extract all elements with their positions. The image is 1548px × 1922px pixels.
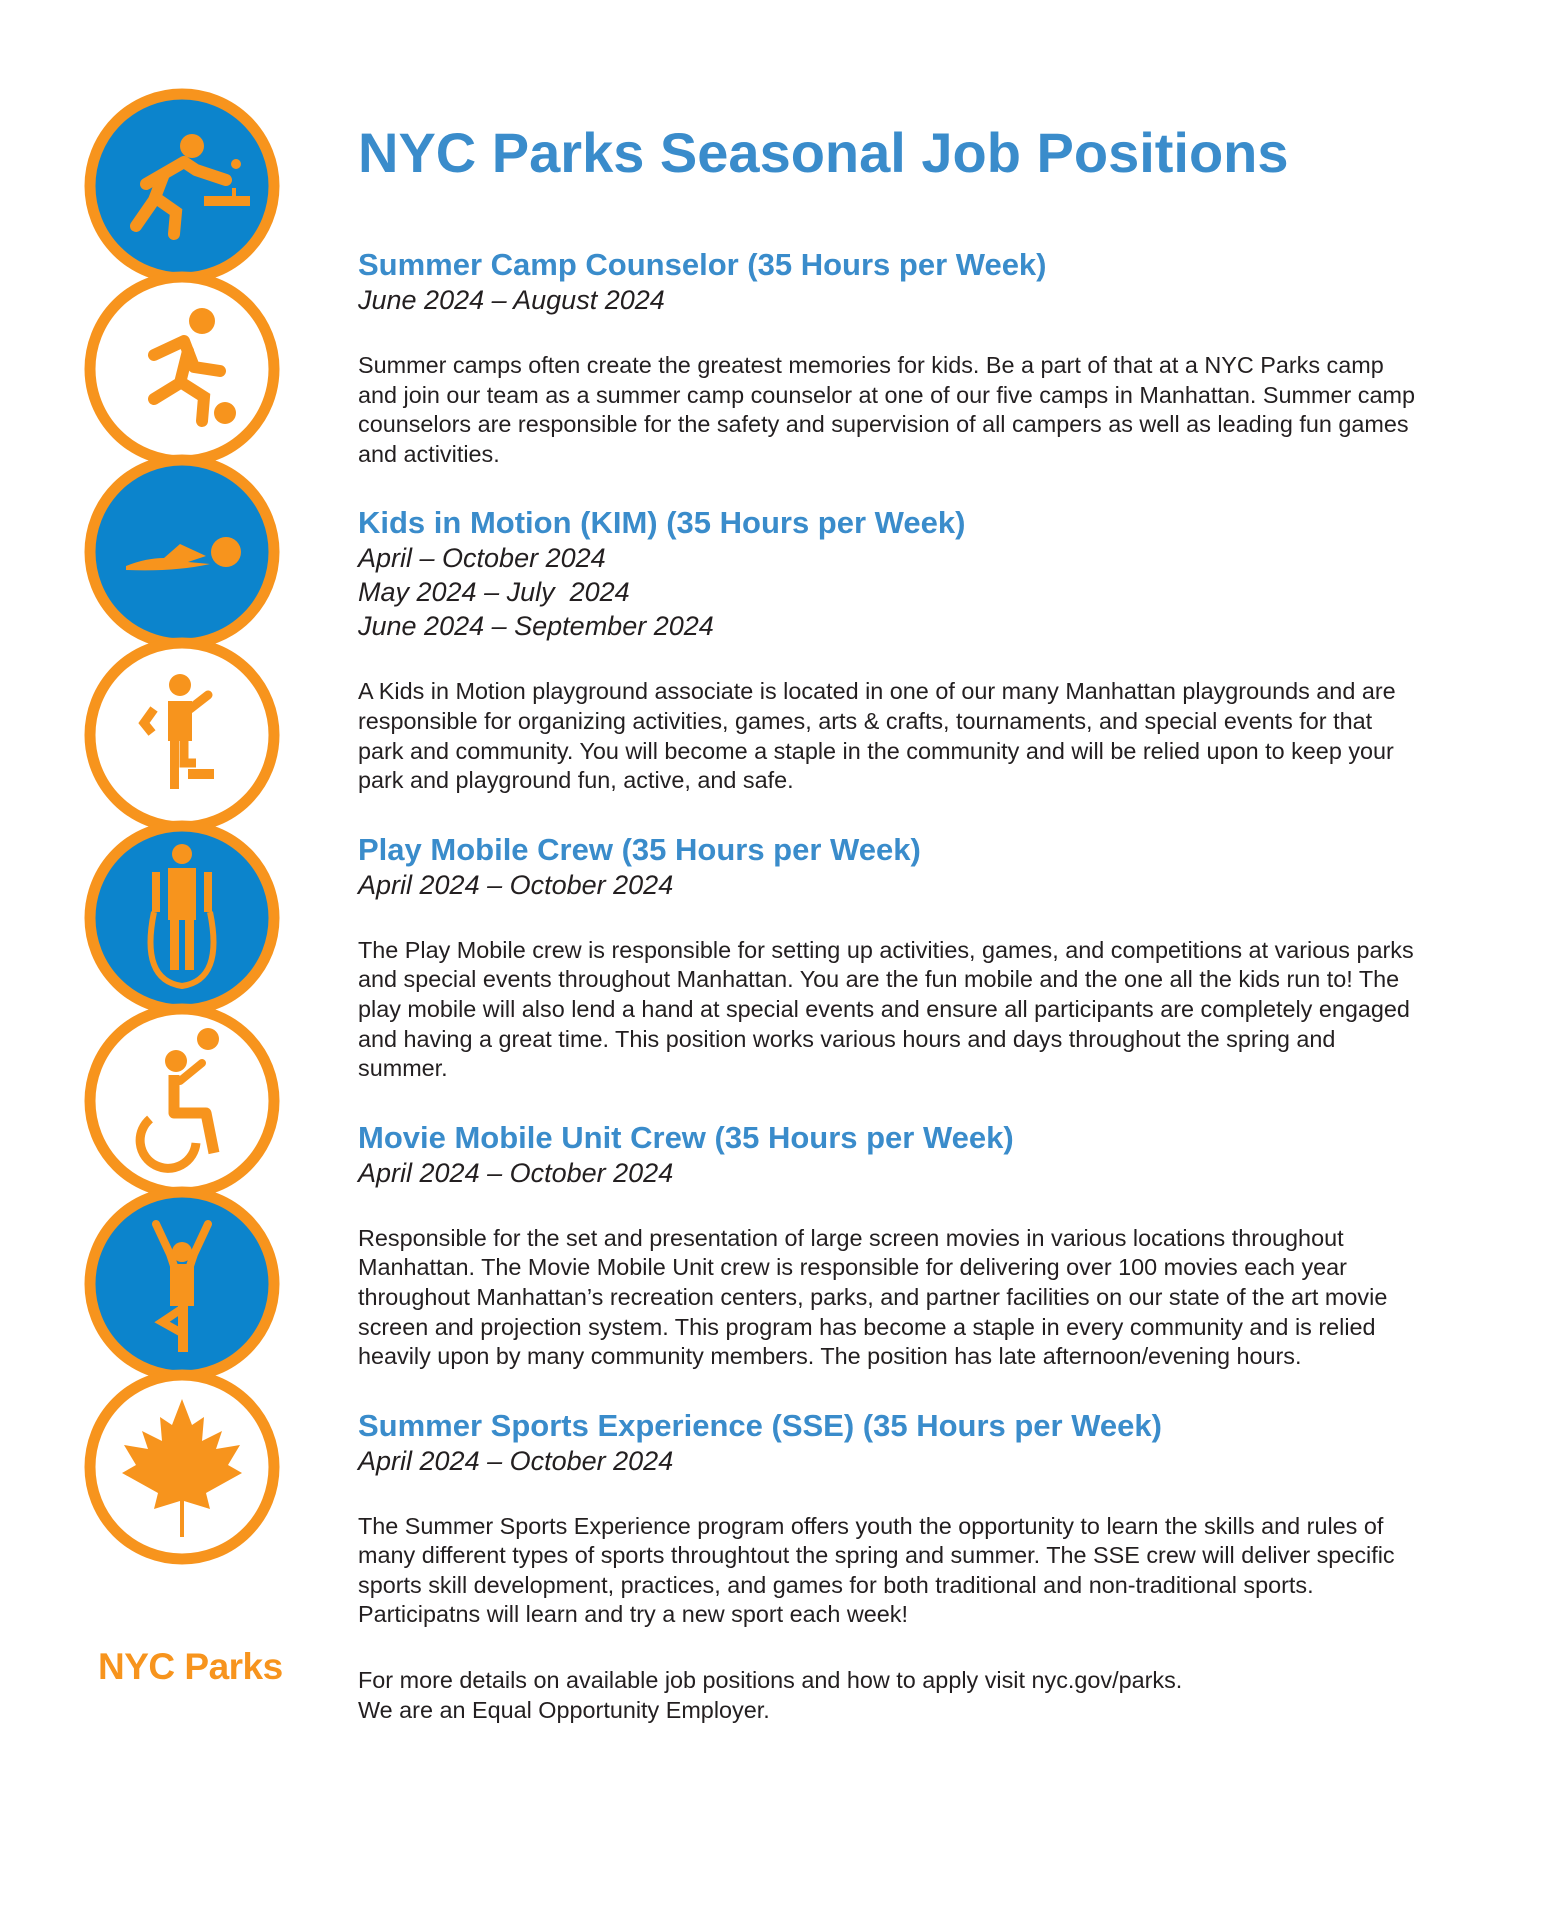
job-date: May 2024 – July 2024: [358, 577, 630, 608]
job-title: Summer Camp Counselor (35 Hours per Week): [358, 247, 1047, 282]
maple-leaf-icon: [84, 1369, 280, 1565]
job-summer-camp-counselor: [358, 247, 1418, 469]
page-title: NYC Parks Seasonal Job Positions: [358, 121, 1289, 184]
job-description: Summer camps often create the greatest memories for kids. Be a part of that at a NYC Parks camp and join our team as a summer camp counselor at one of our five camps in Manhattan. Summer camp counselors are responsible for the safety and supervision of all campers as well as leading fun games and activities.: [358, 352, 1415, 467]
job-kids-in-motion: [358, 505, 1418, 795]
job-dates: [358, 283, 1418, 317]
jump-rope-icon: [84, 820, 280, 1016]
job-title: Play Mobile Crew (35 Hours per Week): [358, 831, 921, 867]
job-date: April 2024 – October 2024: [358, 1445, 674, 1476]
main-content: [358, 116, 1418, 1725]
job-summer-sports-experience: [358, 1408, 1418, 1630]
job-date: April 2024 – October 2024: [358, 869, 674, 900]
job-dates: [358, 1444, 1418, 1478]
wheelchair-ball-icon: [84, 1003, 280, 1199]
job-title: Summer Sports Experience (SSE) (35 Hours per Week): [358, 1407, 1162, 1443]
job-description: A Kids in Motion playground associate is located in one of our many Manhattan playgrounds and are responsible for organizing activities, games, arts & crafts, tournaments, and special events for that park and community. You will become a staple in the community and will be relied upon to keep your park and playground fun, active, and safe.: [358, 678, 1396, 794]
job-title: Movie Mobile Unit Crew (35 Hours per Week): [358, 1119, 1014, 1155]
job-date: June 2024 – September 2024: [358, 611, 714, 642]
job-description: The Play Mobile crew is responsible for setting up activities, games, and competitions at various parks and special events throughout Manhattan. You are the fun mobile and the one all the kids run to! The play mobile will also lend a hand at special events and ensure all participants are completely engaged and having a great time. This position works various hours and days throughout the spring and summer.: [358, 936, 1414, 1082]
job-movie-mobile-unit-crew: [358, 1120, 1418, 1372]
job-date: June 2024 – August 2024: [358, 285, 665, 315]
job-dates: [358, 868, 1418, 902]
job-dates: [358, 1156, 1418, 1190]
job-date: April 2024 – October 2024: [358, 1157, 674, 1188]
footer-apply-text: For more details on available job positions and how to apply visit nyc.gov/parks.: [358, 1667, 1183, 1694]
job-date: April – October 2024: [358, 543, 606, 574]
nyc-parks-wordmark: NYC Parks: [98, 1646, 283, 1687]
yoga-tree-pose-icon: [84, 1186, 280, 1382]
job-title: Kids in Motion (KIM) (35 Hours per Week): [358, 505, 966, 541]
job-play-mobile-crew: [358, 832, 1418, 1084]
step-exercise-icon: [84, 637, 280, 833]
job-description: Responsible for the set and presentation of large screen movies in various locations throughout Manhattan. The Movie Mobile Unit crew is responsible for delivering over 100 movies each year throughout Manhattan’s recreation centers, parks, and partner facilities on our state of the art movie screen and projection system. This program has become a staple in every community and is relied heavily upon by many community members. The position has late afternoon/evening hours.: [358, 1224, 1388, 1370]
soccer-player-icon: [84, 271, 280, 467]
job-dates: [358, 541, 1418, 643]
table-tennis-icon: [84, 88, 280, 284]
swimmer-icon: [84, 454, 280, 650]
job-description: The Summer Sports Experience program offers youth the opportunity to learn the skills and rules of many different types of sports throughtout the spring and summer. The SSE crew will deliver specific sports skill development, practices, and games for both traditional and non-traditional sports. Participatns will learn and try a new sport each week!: [358, 1512, 1395, 1628]
footer-eoe-text: We are an Equal Opportunity Employer.: [358, 1696, 770, 1723]
footer-note: [358, 1666, 1418, 1725]
